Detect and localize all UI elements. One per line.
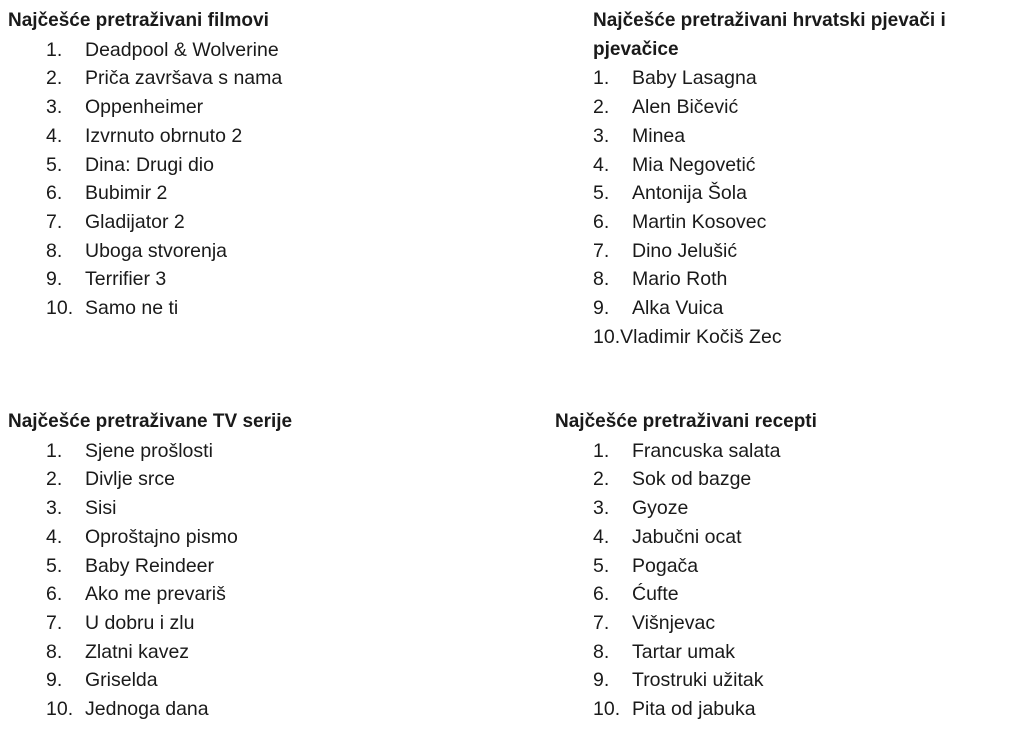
list-item-number: 6. <box>593 210 610 233</box>
list-item <box>8 580 292 609</box>
list-item-label: Samo ne ti <box>85 297 179 320</box>
list-item-label: Alka Vuica <box>632 297 724 320</box>
list-item-label: Mia Negovetić <box>632 153 756 176</box>
list-item <box>8 695 292 724</box>
list-item-number: 1. <box>46 38 63 61</box>
list-item <box>8 552 292 581</box>
list-item-label: Oppenheimer <box>85 96 204 119</box>
list-item <box>593 294 1013 323</box>
list-item-label: Sjene prošlosti <box>85 439 213 462</box>
list-item-label: Pita od jabuka <box>632 698 756 721</box>
list-item <box>8 208 282 237</box>
list-item <box>8 265 282 294</box>
list-item <box>8 666 292 695</box>
list-item-number: 3. <box>593 124 610 147</box>
list-item-number: 2. <box>593 96 610 119</box>
list-item-label: Dina: Drugi dio <box>85 153 214 176</box>
list-item <box>555 523 817 552</box>
list-item-label: Baby Lasagna <box>632 67 757 90</box>
list-item-label: Ćufte <box>632 583 679 606</box>
list-item-number: 5. <box>593 182 610 205</box>
list-item-number: 4. <box>46 525 63 548</box>
list-item <box>555 638 817 667</box>
list-item <box>8 609 292 638</box>
list-item <box>593 265 1013 294</box>
list-item-label: Minea <box>632 124 686 147</box>
list-item <box>593 208 1013 237</box>
list-item <box>593 237 1013 266</box>
list-item-label: Martin Kosovec <box>632 210 767 233</box>
list-item-label: U dobru i zlu <box>85 611 195 634</box>
list-item <box>555 437 817 466</box>
list-item-number: 4. <box>46 124 63 147</box>
list-item <box>593 64 1013 93</box>
list-item-number: 9. <box>46 268 63 291</box>
list-item <box>8 122 282 151</box>
list-item <box>593 179 1013 208</box>
list-item <box>8 93 282 122</box>
list-item-number: 4. <box>593 525 610 548</box>
list-item <box>555 695 817 724</box>
list-item <box>8 494 292 523</box>
list-item-label: Gladijator 2 <box>85 210 185 233</box>
movies-section <box>8 7 282 323</box>
list-item-label: Izvrnuto obrnuto 2 <box>85 124 243 147</box>
list-item-number: 2. <box>46 468 63 491</box>
list-item-number: 6. <box>46 583 63 606</box>
list-item-number: 3. <box>46 497 63 520</box>
list-item-number: 10. <box>46 297 74 320</box>
list-item <box>8 179 282 208</box>
list-item-number: 2. <box>46 67 63 90</box>
list-item <box>555 552 817 581</box>
list-item <box>593 93 1013 122</box>
list-item-number: 8. <box>46 640 63 663</box>
list-item-label: Tartar umak <box>632 640 735 663</box>
list-item-number: 4. <box>593 153 610 176</box>
list-item <box>8 294 282 323</box>
list-item <box>555 609 817 638</box>
list-item-label: Sok od bazge <box>632 468 752 491</box>
list-item-number: 7. <box>593 611 610 634</box>
list-item-label: Antonija Šola <box>632 182 747 205</box>
list-item-label: Bubimir 2 <box>85 182 168 205</box>
recipes-heading: Najčešće pretraživani recepti <box>555 411 817 432</box>
list-item-number: 8. <box>593 640 610 663</box>
list-item <box>555 580 817 609</box>
list-item <box>8 638 292 667</box>
list-item-label: Dino Jelušić <box>632 239 738 262</box>
list-item-label: Baby Reindeer <box>85 554 214 577</box>
list-item-number: 2. <box>593 468 610 491</box>
list-item-number: 7. <box>593 239 610 262</box>
list-item-label: Priča završava s nama <box>85 67 283 90</box>
list-item <box>8 523 292 552</box>
list-item-number: 9. <box>46 669 63 692</box>
series-list <box>8 437 292 724</box>
list-item-label: Jabučni ocat <box>632 525 742 548</box>
list-item-label: Oproštajno pismo <box>85 525 238 548</box>
list-item-number: 8. <box>46 239 63 262</box>
list-item-label: Uboga stvorenja <box>85 239 228 262</box>
singers-heading: Najčešće pretraživani hrvatski pjevači i pjevačice <box>593 10 946 60</box>
series-heading: Najčešće pretraživane TV serije <box>8 411 293 432</box>
list-item-number: 1. <box>46 439 63 462</box>
list-item <box>593 151 1013 180</box>
list-item-number: 1. <box>593 67 610 90</box>
list-item-label: Francuska salata <box>632 439 781 462</box>
series-section <box>8 408 292 724</box>
list-item <box>555 465 817 494</box>
list-item <box>8 36 282 65</box>
movies-list <box>8 36 282 323</box>
list-item-label: Jednoga dana <box>85 698 209 721</box>
list-item-number: 9. <box>593 669 610 692</box>
list-item-number: 10. <box>593 698 621 721</box>
list-item-number: 3. <box>46 96 63 119</box>
list-item <box>8 237 282 266</box>
list-item-label: Gyoze <box>632 497 689 520</box>
movies-heading: Najčešće pretraživani filmovi <box>8 10 269 31</box>
list-item-label: Mario Roth <box>632 268 728 291</box>
list-item <box>555 666 817 695</box>
list-item-label: Divlje srce <box>85 468 175 491</box>
list-item-number: 10. <box>593 325 621 348</box>
list-item-number: 6. <box>46 182 63 205</box>
list-item-label: Deadpool & Wolverine <box>85 38 279 61</box>
list-item <box>8 151 282 180</box>
list-item-label: Alen Bičević <box>632 96 739 119</box>
list-item-label: Višnjevac <box>632 611 716 634</box>
list-item <box>8 437 292 466</box>
list-item-label: Terrifier 3 <box>85 268 167 291</box>
recipes-list <box>555 437 817 724</box>
list-item-number: 10. <box>46 698 74 721</box>
list-item-number: 6. <box>593 583 610 606</box>
list-item <box>555 494 817 523</box>
list-item <box>8 64 282 93</box>
list-item-number: 1. <box>593 439 610 462</box>
singers-section <box>593 7 1013 351</box>
list-item-number: 5. <box>593 554 610 577</box>
list-item-label: Zlatni kavez <box>85 640 190 663</box>
list-item-label: Vladimir Kočiš Zec <box>620 325 782 348</box>
list-item <box>593 122 1013 151</box>
list-item-number: 9. <box>593 297 610 320</box>
list-item <box>593 323 1013 352</box>
list-item-number: 5. <box>46 153 63 176</box>
list-item-number: 5. <box>46 554 63 577</box>
list-item <box>8 465 292 494</box>
list-item-number: 3. <box>593 497 610 520</box>
list-item-label: Trostruki užitak <box>632 669 764 692</box>
recipes-section <box>555 408 817 724</box>
list-item-label: Sisi <box>85 497 117 520</box>
singers-list <box>593 64 1013 351</box>
list-item-label: Ako me prevariš <box>85 583 226 606</box>
list-item-label: Griselda <box>85 669 158 692</box>
list-item-label: Pogača <box>632 554 699 577</box>
list-item-number: 8. <box>593 268 610 291</box>
list-item-number: 7. <box>46 611 63 634</box>
list-item-number: 7. <box>46 210 63 233</box>
